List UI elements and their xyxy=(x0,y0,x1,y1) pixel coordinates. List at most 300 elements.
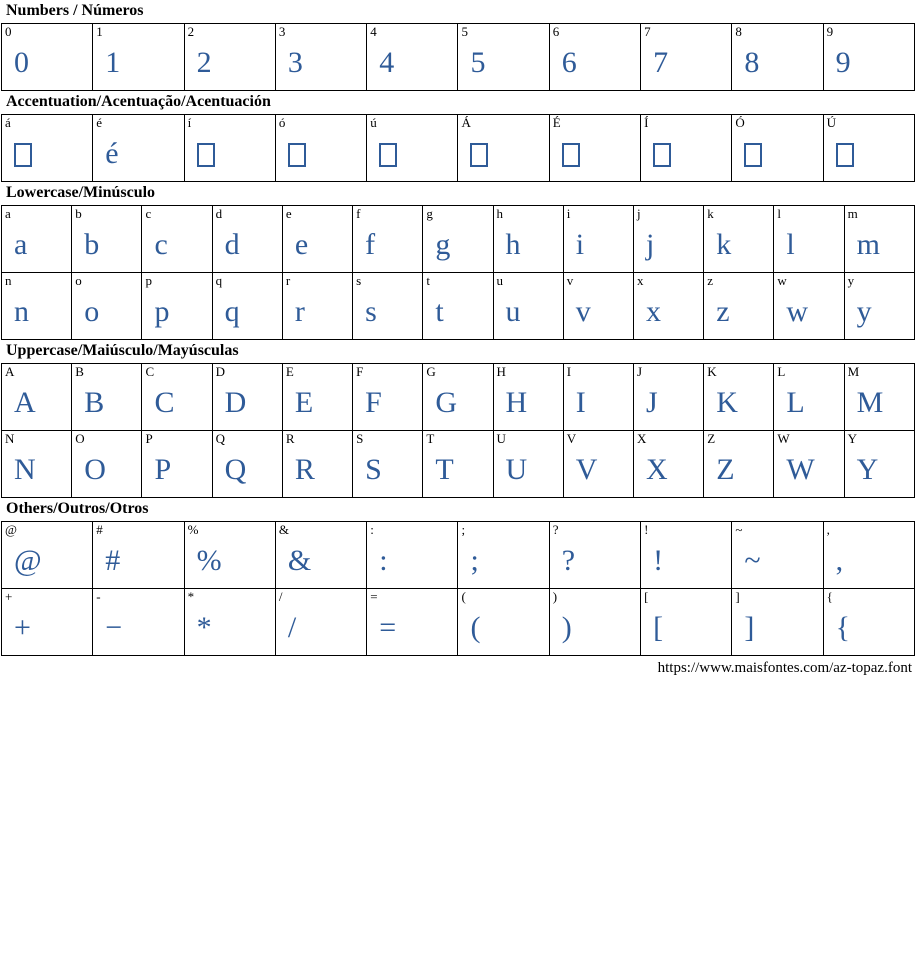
char-glyph: i xyxy=(575,228,585,261)
charmap-cell xyxy=(458,522,549,589)
char-label: 7 xyxy=(644,24,651,39)
char-glyph: s xyxy=(365,295,377,328)
charmap-cell xyxy=(823,522,914,589)
charmap-cell xyxy=(72,206,142,273)
charmap-cell xyxy=(275,522,366,589)
charmap-cell xyxy=(72,364,142,431)
char-glyph: 7 xyxy=(653,46,669,79)
char-label: ! xyxy=(644,522,649,537)
char-glyph: @ xyxy=(14,544,42,577)
char-glyph: x xyxy=(645,295,661,328)
charmap-row xyxy=(2,273,915,340)
char-label: ; xyxy=(461,522,466,537)
section-title-lowercase: Lowercase/Minúsculo xyxy=(6,184,156,201)
charmap-cell xyxy=(633,431,703,498)
charmap-cell xyxy=(282,431,352,498)
charmap-cell xyxy=(353,364,423,431)
char-label: U xyxy=(496,431,506,446)
char-glyph: 6 xyxy=(561,46,577,79)
charmap-cell xyxy=(704,273,774,340)
char-label: R xyxy=(285,431,295,446)
char-label: l xyxy=(777,206,782,221)
char-glyph: k xyxy=(716,228,732,261)
char-label: x xyxy=(636,273,644,288)
char-label: Ú xyxy=(826,115,837,130)
charmap-cell xyxy=(732,589,823,656)
char-glyph-missing xyxy=(276,132,366,176)
char-label: [ xyxy=(644,589,649,604)
char-glyph: 8 xyxy=(744,46,760,79)
charmap-cell xyxy=(423,431,493,498)
charmap-cell xyxy=(458,589,549,656)
charmap-cell xyxy=(633,206,703,273)
char-glyph: Y xyxy=(856,453,879,486)
char-label: ) xyxy=(552,589,558,604)
charmap-cell xyxy=(2,522,93,589)
charmap-cell xyxy=(184,24,275,91)
char-glyph: h xyxy=(505,228,521,261)
charmap-cell xyxy=(367,24,458,91)
char-label: o xyxy=(75,273,82,288)
missing-glyph-box-icon xyxy=(470,143,488,167)
charmap-cell xyxy=(275,589,366,656)
charmap-cell xyxy=(823,115,914,182)
char-label: w xyxy=(777,273,787,288)
charmap-cell xyxy=(93,24,184,91)
section-title-others: Others/Outros/Otros xyxy=(6,500,149,517)
missing-glyph-box-icon xyxy=(197,143,215,167)
charmap-cell xyxy=(774,273,844,340)
section-title-accentuation: Accentuation/Acentuação/Acentuación xyxy=(6,93,271,110)
char-glyph: % xyxy=(196,544,222,577)
char-glyph: [ xyxy=(653,611,664,644)
charmap-cell xyxy=(774,364,844,431)
char-label: y xyxy=(847,273,855,288)
section-title-numbers: Numbers / Números xyxy=(6,2,144,19)
char-label: É xyxy=(552,115,561,130)
char-glyph: j xyxy=(645,228,655,261)
char-label: é xyxy=(96,115,103,130)
char-label: * xyxy=(187,589,195,604)
charmap-row xyxy=(2,115,915,182)
charmap-cell xyxy=(493,273,563,340)
char-glyph: & xyxy=(287,544,312,577)
charmap-cell xyxy=(212,273,282,340)
char-label: { xyxy=(826,589,833,604)
char-label: e xyxy=(285,206,292,221)
charmap-cell xyxy=(633,273,703,340)
char-label: Í xyxy=(644,115,649,130)
char-glyph: N xyxy=(14,453,36,486)
char-glyph: 1 xyxy=(105,46,121,79)
charmap-row xyxy=(2,522,915,589)
char-glyph: c xyxy=(154,228,168,261)
char-label: % xyxy=(187,522,199,537)
char-glyph: t xyxy=(435,295,444,328)
char-glyph: J xyxy=(645,386,658,419)
char-label: 6 xyxy=(552,24,560,39)
charmap-cell xyxy=(367,115,458,182)
char-label: C xyxy=(145,364,155,379)
char-label: a xyxy=(5,206,11,221)
char-glyph: C xyxy=(154,386,175,419)
charmap-cell xyxy=(142,273,212,340)
missing-glyph-box-icon xyxy=(288,143,306,167)
char-glyph: : xyxy=(379,544,388,577)
char-label: D xyxy=(215,364,226,379)
charmap-cell xyxy=(2,115,93,182)
char-glyph: E xyxy=(294,386,314,419)
charmap-cell xyxy=(2,273,72,340)
char-glyph: q xyxy=(224,295,240,328)
charmap-cell xyxy=(732,522,823,589)
charmap-row xyxy=(2,589,915,656)
char-label: 1 xyxy=(96,24,103,39)
charmap-table-accentuation xyxy=(1,114,915,182)
char-label: + xyxy=(5,589,13,604)
char-glyph: I xyxy=(575,386,586,419)
char-glyph-missing xyxy=(641,132,731,176)
char-label: g xyxy=(426,206,433,221)
char-glyph: ? xyxy=(561,544,576,577)
char-glyph: e xyxy=(294,228,309,261)
charmap-cell xyxy=(704,364,774,431)
charmap-cell xyxy=(142,206,212,273)
char-glyph: 5 xyxy=(470,46,486,79)
char-label: Ó xyxy=(735,115,745,130)
charmap-cell xyxy=(184,115,275,182)
char-label: Y xyxy=(847,431,858,446)
char-glyph: S xyxy=(365,453,382,486)
charmap-cell xyxy=(2,24,93,91)
char-glyph: w xyxy=(786,295,809,328)
char-glyph: 2 xyxy=(196,46,212,79)
char-glyph: y xyxy=(856,295,872,328)
char-label: L xyxy=(777,364,786,379)
char-label: Z xyxy=(707,431,716,446)
charmap-cell xyxy=(563,206,633,273)
char-glyph: n xyxy=(14,295,29,328)
missing-glyph-box-icon xyxy=(562,143,580,167)
char-label: í xyxy=(187,115,192,130)
char-label: z xyxy=(707,273,713,288)
char-glyph: H xyxy=(505,386,528,419)
char-label: Q xyxy=(215,431,226,446)
char-glyph: = xyxy=(379,611,397,644)
char-label: J xyxy=(636,364,643,379)
charmap-cell xyxy=(641,115,732,182)
charmap-cell xyxy=(93,115,184,182)
char-glyph-missing xyxy=(2,132,92,176)
charmap-cell xyxy=(72,431,142,498)
char-label: 9 xyxy=(826,24,834,39)
char-label: s xyxy=(356,273,362,288)
charmap-cell xyxy=(844,273,914,340)
char-glyph: B xyxy=(84,386,105,419)
char-label: 4 xyxy=(370,24,377,39)
char-label: X xyxy=(636,431,647,446)
char-glyph: T xyxy=(435,453,454,486)
char-glyph: r xyxy=(294,295,305,328)
char-glyph: u xyxy=(505,295,521,328)
charmap-cell xyxy=(641,24,732,91)
charmap-cell xyxy=(142,431,212,498)
char-label: , xyxy=(826,522,830,537)
charmap-cell xyxy=(563,273,633,340)
charmap-cell xyxy=(549,589,640,656)
char-label: u xyxy=(496,273,504,288)
charmap-cell xyxy=(774,431,844,498)
char-label: G xyxy=(426,364,436,379)
char-label: h xyxy=(496,206,504,221)
charmap-row xyxy=(2,364,915,431)
charmap-cell xyxy=(704,431,774,498)
section-title-uppercase: Uppercase/Maiúsculo/Mayúsculas xyxy=(6,342,239,359)
char-glyph: 0 xyxy=(14,46,29,79)
char-label: 2 xyxy=(187,24,195,39)
char-label: T xyxy=(426,431,435,446)
char-glyph: R xyxy=(294,453,315,486)
char-label: F xyxy=(356,364,364,379)
char-glyph: M xyxy=(856,386,884,419)
char-label: q xyxy=(215,273,223,288)
charmap-cell xyxy=(549,24,640,91)
char-label: & xyxy=(278,522,290,537)
char-label: / xyxy=(278,589,283,604)
char-glyph: D xyxy=(224,386,247,419)
char-glyph: b xyxy=(84,228,100,261)
char-label: r xyxy=(285,273,291,288)
charmap-cell xyxy=(2,431,72,498)
char-label: O xyxy=(75,431,85,446)
char-glyph: a xyxy=(14,228,28,261)
charmap-cell xyxy=(2,589,93,656)
char-glyph: / xyxy=(287,611,297,644)
char-label: B xyxy=(75,364,84,379)
char-glyph: { xyxy=(835,611,851,644)
charmap-cell xyxy=(275,115,366,182)
charmap-cell xyxy=(423,206,493,273)
charmap-cell xyxy=(458,115,549,182)
char-label: 3 xyxy=(278,24,286,39)
char-glyph: A xyxy=(14,386,36,419)
char-label: ó xyxy=(278,115,286,130)
char-label: V xyxy=(566,431,577,446)
char-label: ? xyxy=(552,522,559,537)
charmap-cell xyxy=(844,206,914,273)
source-url: https://www.maisfontes.com/az-topaz.font xyxy=(657,660,912,676)
char-label: H xyxy=(496,364,506,379)
charmap-cell xyxy=(212,431,282,498)
charmap-cell xyxy=(212,206,282,273)
charmap-cell xyxy=(367,589,458,656)
char-glyph: F xyxy=(365,386,382,419)
char-glyph-missing xyxy=(824,132,914,176)
charmap-cell xyxy=(844,431,914,498)
charmap-cell xyxy=(844,364,914,431)
char-glyph: 3 xyxy=(287,46,303,79)
char-glyph: X xyxy=(645,453,668,486)
char-glyph: g xyxy=(435,228,451,261)
char-label: k xyxy=(707,206,714,221)
charmap-row xyxy=(2,431,915,498)
charmap-cell xyxy=(549,115,640,182)
char-label: K xyxy=(707,364,717,379)
char-label: I xyxy=(566,364,572,379)
char-label: @ xyxy=(5,522,17,537)
char-label: S xyxy=(356,431,364,446)
char-glyph: * xyxy=(196,611,212,644)
char-glyph: ) xyxy=(561,611,572,644)
charmap-cell xyxy=(774,206,844,273)
charmap-cell xyxy=(458,24,549,91)
charmap-cell xyxy=(93,589,184,656)
char-glyph: ; xyxy=(470,544,479,577)
char-label: W xyxy=(777,431,790,446)
char-glyph: ! xyxy=(653,544,664,577)
char-glyph: ] xyxy=(744,611,755,644)
char-glyph: 9 xyxy=(835,46,851,79)
char-glyph: d xyxy=(224,228,240,261)
charmap-cell xyxy=(275,24,366,91)
charmap-table-lowercase xyxy=(1,205,915,340)
char-label: ~ xyxy=(735,522,743,537)
charmap-cell xyxy=(2,206,72,273)
char-label: f xyxy=(356,206,361,221)
charmap-cell xyxy=(212,364,282,431)
missing-glyph-box-icon xyxy=(744,143,762,167)
char-glyph: L xyxy=(786,386,805,419)
char-label: t xyxy=(426,273,430,288)
char-glyph: f xyxy=(365,228,376,261)
char-glyph: W xyxy=(786,453,815,486)
char-glyph: K xyxy=(716,386,738,419)
missing-glyph-box-icon xyxy=(836,143,854,167)
char-glyph: ~ xyxy=(744,544,761,577)
char-label: : xyxy=(370,522,374,537)
char-glyph: ( xyxy=(470,611,481,644)
char-label: i xyxy=(566,206,571,221)
charmap-cell xyxy=(823,589,914,656)
char-label: á xyxy=(5,115,11,130)
char-label: 5 xyxy=(461,24,468,39)
charmap-cell xyxy=(493,431,563,498)
char-label: E xyxy=(285,364,294,379)
char-label: Á xyxy=(461,115,471,130)
char-label: # xyxy=(96,522,103,537)
charmap-cell xyxy=(704,206,774,273)
char-glyph-missing xyxy=(185,132,275,176)
charmap-cell xyxy=(282,364,352,431)
char-glyph: l xyxy=(786,228,795,261)
charmap-cell xyxy=(493,206,563,273)
charmap-cell xyxy=(641,589,732,656)
char-label: ( xyxy=(461,589,466,604)
char-label: v xyxy=(566,273,574,288)
charmap-cell xyxy=(493,364,563,431)
char-glyph: 4 xyxy=(379,46,395,79)
char-glyph: P xyxy=(154,453,172,486)
charmap-cell xyxy=(563,431,633,498)
charmap-cell xyxy=(633,364,703,431)
char-glyph: Z xyxy=(716,453,735,486)
char-label: n xyxy=(5,273,12,288)
charmap-cell xyxy=(142,364,212,431)
charmap-cell xyxy=(2,364,72,431)
charmap-cell xyxy=(72,273,142,340)
char-glyph: U xyxy=(505,453,528,486)
charmap-cell xyxy=(823,24,914,91)
char-label: A xyxy=(5,364,15,379)
char-glyph: é xyxy=(105,137,119,170)
char-label: 0 xyxy=(5,24,12,39)
charmap-cell xyxy=(93,522,184,589)
charmap-cell xyxy=(423,364,493,431)
charmap-row xyxy=(2,206,915,273)
charmap-table-numbers xyxy=(1,23,915,91)
charmap-cell xyxy=(282,206,352,273)
char-label: N xyxy=(5,431,15,446)
charmap-cell xyxy=(353,431,423,498)
char-label: P xyxy=(145,431,153,446)
char-label: c xyxy=(145,206,152,221)
char-label: d xyxy=(215,206,223,221)
char-glyph: G xyxy=(435,386,457,419)
char-glyph: m xyxy=(856,228,880,261)
char-glyph: o xyxy=(84,295,100,328)
char-label: ú xyxy=(370,115,377,130)
char-glyph: z xyxy=(716,295,730,328)
charmap-cell xyxy=(563,364,633,431)
char-glyph: V xyxy=(575,453,598,486)
char-label: m xyxy=(847,206,858,221)
char-glyph: + xyxy=(14,611,31,644)
charmap-cell xyxy=(641,522,732,589)
char-glyph-missing xyxy=(550,132,640,176)
char-label: 8 xyxy=(735,24,742,39)
char-label: = xyxy=(370,589,378,604)
charmap-row xyxy=(2,24,915,91)
charmap-cell xyxy=(184,522,275,589)
char-label: M xyxy=(847,364,860,379)
char-label: p xyxy=(145,273,152,288)
missing-glyph-box-icon xyxy=(379,143,397,167)
missing-glyph-box-icon xyxy=(14,143,32,167)
missing-glyph-box-icon xyxy=(653,143,671,167)
char-glyph: p xyxy=(154,295,170,328)
char-label: ] xyxy=(735,589,740,604)
char-glyph-missing xyxy=(367,132,457,176)
char-glyph: Q xyxy=(224,453,247,486)
charmap-cell xyxy=(184,589,275,656)
charmap-cell xyxy=(367,522,458,589)
char-glyph: − xyxy=(105,611,123,644)
char-glyph-missing xyxy=(458,132,548,176)
char-label: - xyxy=(96,589,101,604)
char-glyph: # xyxy=(105,544,121,577)
charmap-cell xyxy=(353,206,423,273)
charmap-cell xyxy=(423,273,493,340)
charmap-cell xyxy=(732,115,823,182)
char-label: j xyxy=(636,206,641,221)
char-label: b xyxy=(75,206,82,221)
charmap-cell xyxy=(353,273,423,340)
char-glyph: v xyxy=(575,295,591,328)
char-glyph: , xyxy=(835,544,844,577)
charmap-cell xyxy=(282,273,352,340)
charmap-cell xyxy=(549,522,640,589)
char-glyph: O xyxy=(84,453,106,486)
